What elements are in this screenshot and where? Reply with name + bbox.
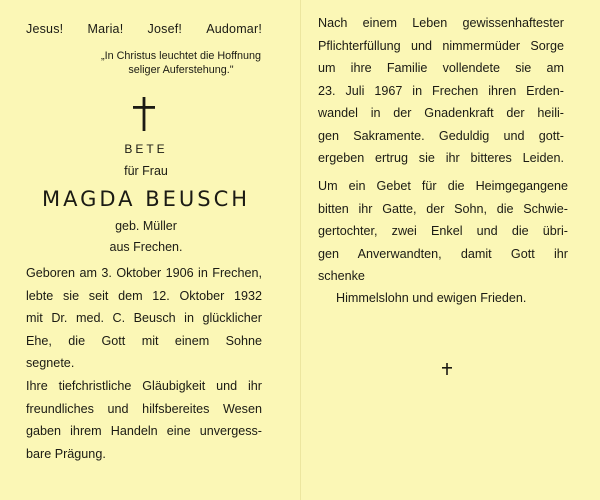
plus-cross-icon [442,363,452,375]
text-line: Geboren am 3. Oktober 1906 in Frechen, [26,266,262,280]
motto-line: „In Christus leuchtet die Hoffnung [100,50,262,62]
text-line: bitten ihr Gatte, der Sohn, die Schwie- [318,201,568,216]
origin: aus Frechen. [109,240,183,254]
invocation [26,22,262,36]
invocation-josef: Josef! [147,22,183,36]
fold-line [300,0,301,500]
invocation-audomar: Audomar! [206,22,262,36]
small-cross-icon [442,362,452,374]
text-line: Pflichterfüllung und nimmermüder Sorge [318,38,564,53]
maiden-name: geb. Müller [115,219,177,233]
text-line: um ihre Familie vollendete sie am [318,61,564,75]
for-mrs: für Frau [124,164,168,178]
biography-paragraph [26,262,262,375]
text-line: schenke [318,269,365,283]
invocation-maria: Maria! [87,22,124,36]
text-line: Nach einem Leben gewissenhaftester [318,16,564,30]
text-line: gen Anverwandten, damit Gott ihr [318,246,568,261]
text-line: gaben ihrem Handeln eine unvergess- [26,424,262,438]
text-line: wandel in der Gnadenkraft der heili- [318,106,564,120]
text-line: freundliches und hilfsbereites Wesen [26,401,262,416]
text-line: gen Sakramente. Geduldig und gott- [318,128,564,143]
bete-heading: BETE [124,142,168,156]
text-line: bare Prägung. [26,446,106,461]
motto-line: seliger Auferstehung." [128,64,234,76]
invocation-jesus: Jesus! [26,22,64,36]
latin-cross-icon [133,97,155,131]
text-line: 23. Juli 1967 in Frechen ihren Erden- [318,83,564,98]
piety-paragraph [26,375,262,465]
text-line: ergeben ertrug sie ihr bitteres Leiden. [318,151,564,165]
text-line: lebte sie seit dem 12. Oktober 1932 [26,288,262,303]
text-line: mit Dr. med. C. Beusch in glücklicher [26,311,262,325]
closing-line: Himmelslohn und ewigen Frieden. [336,291,527,305]
text-line: Um ein Gebet für die Heimgegangene [318,179,568,193]
text-line: segnete. [26,356,75,370]
deceased-name: MAGDA BEUSCH [41,187,251,211]
text-line: Ihre tiefchristliche Gläubigkeit und ihr [26,379,262,393]
prayer-paragraph [318,175,568,288]
life-paragraph [318,12,564,170]
text-line: Ehe, die Gott mit einem Sohne [26,333,262,348]
motto [86,49,276,77]
text-line: gertochter, zwei Enkel und die übri- [318,224,568,238]
